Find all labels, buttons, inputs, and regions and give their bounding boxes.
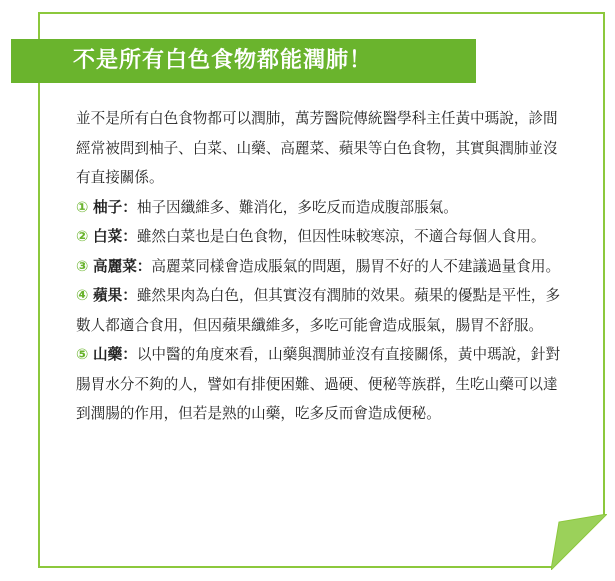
list-item: ① 柚子：柚子因纖維多、難消化，多吃反而造成腹部脹氣。 <box>76 198 458 216</box>
title-banner <box>11 39 476 83</box>
item-number: ① <box>76 198 89 216</box>
article-body <box>76 104 566 429</box>
list-item: ⑤ 山藥：以中醫的角度來看，山藥與潤肺並沒有直接關係，黃中瑪說，針對腸胃水分不夠的人，譬如有排便困難、過硬、便秘等族群，生吃山藥可以達到潤腸的作用，但若是熟的山藥，吃多反而會造成便秘。 <box>76 346 561 422</box>
item-text: 雖然白菜也是白色食物，但因性味較寒涼，不適合每個人食用。 <box>136 228 546 245</box>
item-term: 山藥 <box>93 346 123 363</box>
item-number: ⑤ <box>76 346 89 363</box>
item-number: ③ <box>76 257 89 275</box>
item-number: ④ <box>76 287 89 304</box>
folded-corner <box>551 514 607 570</box>
item-text: 雖然果肉為白色，但其實沒有潤肺的效果。蘋果的優點是平性，多數人都適合食用，但因蘋果纖維多，多吃可能會造成脹氣，腸胃不舒服。 <box>76 287 561 334</box>
item-text: 柚子因纖維多、難消化，多吃反而造成腹部脹氣。 <box>136 198 458 216</box>
item-text: 高麗菜同樣會造成脹氣的問題，腸胃不好的人不建議過量食用。 <box>151 257 561 275</box>
list-item: ② 白菜：雖然白菜也是白色食物，但因性味較寒涼，不適合每個人食用。 <box>76 228 546 245</box>
item-term: 柚子 <box>93 198 123 216</box>
list-item: ④ 蘋果：雖然果肉為白色，但其實沒有潤肺的效果。蘋果的優點是平性，多數人都適合食用，但因蘋果纖維多，多吃可能會造成脹氣，腸胃不舒服。 <box>76 287 561 334</box>
item-term: 蘋果 <box>93 287 123 304</box>
intro-paragraph: 並不是所有白色食物都可以潤肺，萬芳醫院傳統醫學科主任黃中瑪說，診間經常被問到柚子、白菜、山藥、高麗菜、蘋果等白色食物，其實與潤肺並沒有直接關係。 <box>76 110 558 186</box>
list-item: ③ 高麗菜：高麗菜同樣會造成脹氣的問題，腸胃不好的人不建議過量食用。 <box>76 257 561 275</box>
page-title: 不是所有白色食物都能潤肺！ <box>73 48 373 73</box>
item-text: 以中醫的角度來看，山藥與潤肺並沒有直接關係，黃中瑪說，針對腸胃水分不夠的人，譬如有排便困難、過硬、便秘等族群，生吃山藥可以達到潤腸的作用，但若是熟的山藥，吃多反而會造成便秘。 <box>76 346 561 422</box>
item-term: 白菜 <box>93 228 123 245</box>
item-term: 高麗菜 <box>93 257 137 275</box>
item-number: ② <box>76 228 89 245</box>
